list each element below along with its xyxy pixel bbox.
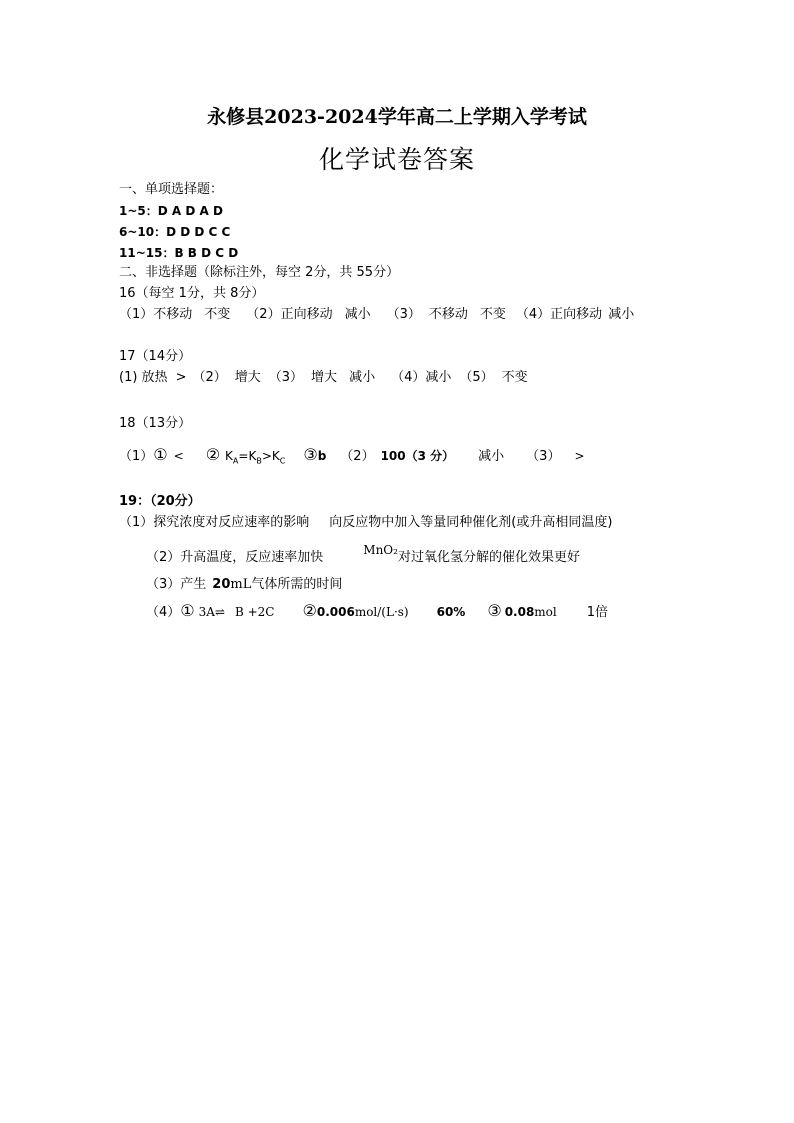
q16-answers [119,306,634,324]
q19-circle-2: ② [302,601,317,620]
mc-answers-row-3: 11~15：B B D C D [119,246,239,260]
q19-heading: 19：（20分） [119,494,201,509]
q17-part: > [175,370,187,385]
q17-part: （3） [268,370,304,385]
q18-answer-6: > [574,449,585,463]
q17-part: (1) 放热 [119,370,168,385]
k-subscript: A [232,456,239,466]
reaction-equation-left: 3A⇌ [198,605,225,619]
q19-answer-2b: 对过氧化氢分解的催化效果更好 [397,550,580,565]
q19-answer-1b: 向反应物中加入等量同种催化剂(或升高相同温度) [329,515,613,530]
q18-circle-2: ② [205,445,221,464]
q18-part-2-label: （2） [340,449,375,464]
q17-answers [119,369,528,387]
q19-circle-1: ① [180,601,195,620]
q16-part: （1）不移动 [119,307,193,322]
k-symbol: >K [261,449,280,463]
q16-part: （3） [386,307,421,322]
mc-answers-row-1: 1~5：D A D A D [119,204,223,218]
q18-answer-5: 减小 [478,449,505,464]
q19-rate-unit: mol/(L·s) [354,605,409,619]
q17-part: （2） [192,370,227,385]
q19-line-4 [146,602,608,622]
q18-answer-4: 100（3 分） [380,449,455,463]
q18-part-1-label: （1） [119,449,154,464]
q19-part-4-label: （4） [146,605,181,620]
mno2-formula: MnO₂ [363,543,398,557]
section2-heading: 二、非选择题（除标注外，每空 2分，共 55分） [119,265,400,280]
mc-answers-row-2: 6~10：D D D C C [119,225,231,239]
q18-circle-3: ③ [303,445,318,464]
q19-ratio: 1倍 [586,605,609,620]
q17-heading: 17（14分） [119,349,192,364]
q16-part: 不变 [204,307,231,322]
q19-volume-value: 20 [212,577,231,592]
q17-part: 增大 [311,370,338,385]
k-subscript: C [279,456,286,466]
q18-part-3-label: （3） [526,449,561,464]
q19-answer-2a: （2）升高温度，反应速率加快 [146,550,324,565]
q18-answer-2 [225,449,286,466]
q19-line-2 [146,543,580,567]
section1-heading: 一、单项选择题： [119,182,224,197]
q16-part: （4）正向移动 [515,307,603,322]
q18-answer-3: b [317,449,327,463]
reaction-equation-right: B +2C [234,605,275,619]
q19-rate-value: 0.006 [316,605,355,619]
q18-circle-1: ① [153,445,168,464]
q16-part: （2）正向移动 [246,307,333,322]
q19-line-3 [146,576,342,594]
q16-part: 不移动 [428,307,468,322]
q17-part: （5） [459,370,494,385]
q17-part: （4）减小 [391,370,452,385]
q19-answer-3a: （3）产生 [146,577,207,592]
q16-heading: 16（每空 1分，共 8分） [119,286,265,301]
k-symbol: =K [238,449,257,463]
q18-answer-1: < [173,449,184,463]
k-subscript: B [256,456,262,466]
q19-answer-3b: 气体所需的时间 [251,577,343,592]
page-subtitle: 化学试卷答案 [318,145,475,174]
q17-part: 增大 [234,370,261,385]
q16-part: 不变 [479,307,506,322]
q18-answers [119,446,585,470]
q18-heading: 18（13分） [119,416,192,431]
q19-conversion: 60% [436,605,466,619]
q19-amount-value: 0.08 [504,605,535,619]
q19-volume-unit: mL [230,577,252,592]
q19-amount-unit: mol [534,605,557,619]
q16-part: 减小 [344,307,371,322]
k-symbol: K [225,449,233,463]
q19-line-1 [119,514,612,532]
q19-circle-3: ③ [487,601,502,620]
q17-part: 减小 [349,370,376,385]
q19-answer-1a: （1）探究浓度对反应速率的影响 [119,515,310,530]
page-title: 永修县2023-2024学年高二上学期入学考试 [207,106,587,128]
q16-part: 减小 [608,307,635,322]
q17-part: 不变 [501,370,528,385]
